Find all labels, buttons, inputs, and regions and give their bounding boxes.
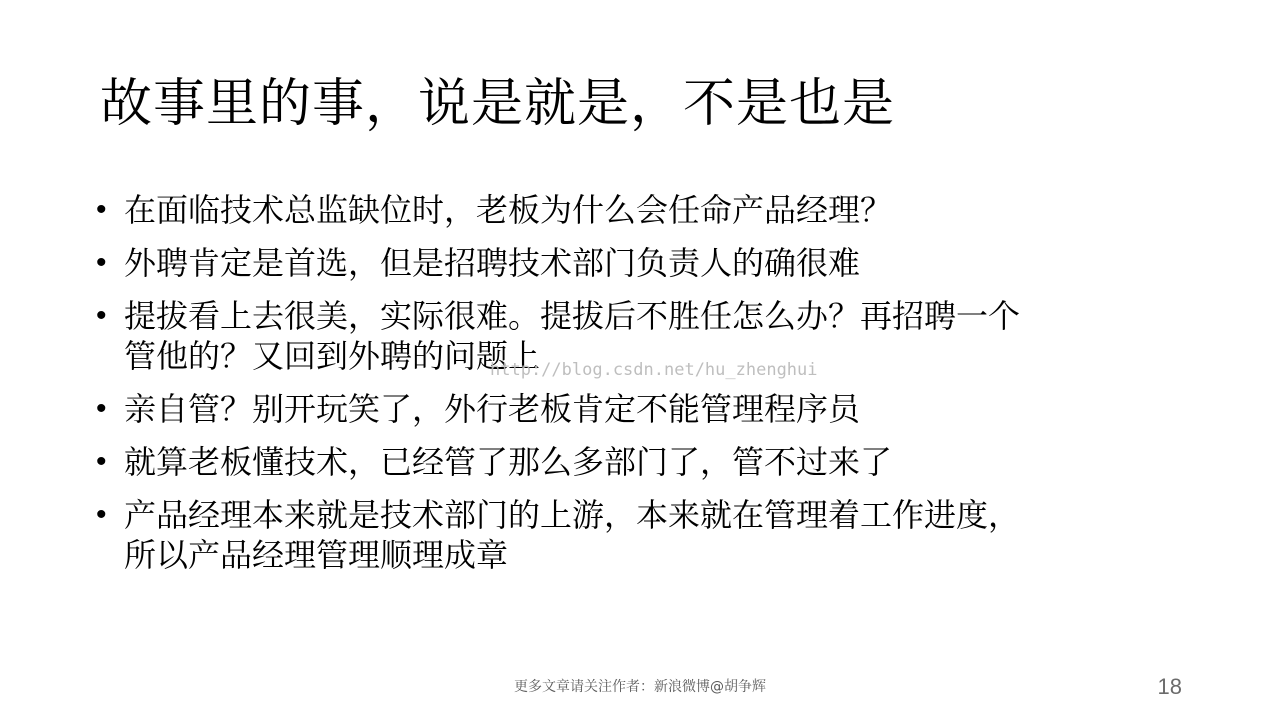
bullet-item — [96, 495, 1186, 575]
footer-note: 更多文章请关注作者：新浪微博@胡争辉 — [514, 679, 766, 695]
page-number: 18 — [1157, 674, 1182, 699]
bullet-item — [96, 190, 1186, 230]
bullet-text: 在面临技术总监缺位时，老板为什么会任命产品经理？ — [124, 191, 893, 229]
bullet-text: 就算老板懂技术，已经管了那么多部门了，管不过来了 — [124, 443, 893, 481]
slide-title: 故事里的事，说是就是，不是也是 — [100, 74, 896, 134]
bullet-dot-icon: • — [96, 193, 107, 226]
bullet-item — [96, 389, 1186, 429]
bullet-item — [96, 442, 1186, 482]
bullet-item — [96, 243, 1186, 283]
bullet-dot-icon: • — [96, 246, 107, 279]
bullet-dot-icon: • — [96, 299, 107, 332]
bullet-text-continued: 所以产品经理管理顺理成章 — [124, 536, 509, 574]
bullet-dot-icon: • — [96, 498, 107, 531]
bullet-text: 外聘肯定是首选，但是招聘技术部门负责人的确很难 — [124, 244, 861, 282]
bullet-text-continued: 管他的？又回到外聘的问题上 — [124, 337, 541, 375]
bullet-dot-icon: • — [96, 392, 107, 425]
watermark: http://blog.csdn.net/hu_zhenghui — [490, 360, 818, 380]
bullet-text: 产品经理本来就是技术部门的上游，本来就在管理着工作进度， — [124, 496, 1021, 534]
bullet-list — [96, 190, 1186, 588]
bullet-text: 提拔看上去很美，实际很难。提拔后不胜任怎么办？再招聘一个 — [124, 297, 1021, 335]
bullet-text: 亲自管？别开玩笑了，外行老板肯定不能管理程序员 — [124, 390, 861, 428]
bullet-dot-icon: • — [96, 445, 107, 478]
